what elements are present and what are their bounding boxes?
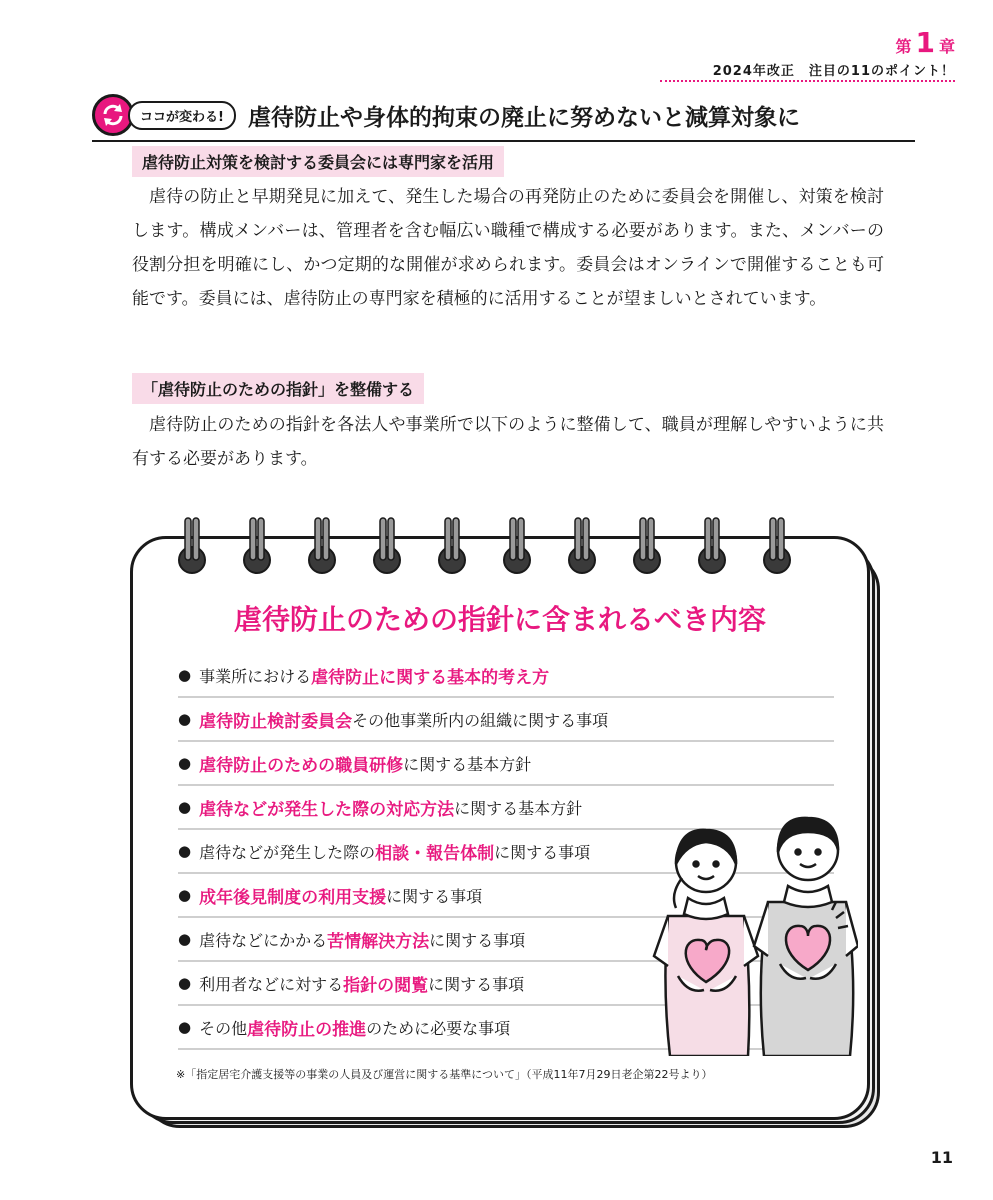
chapter-suffix: 章 [938,37,955,56]
guideline-item [178,742,834,786]
guideline-item-after: に関する事項 [494,842,591,862]
binding-ring [374,518,400,573]
binding-ring [439,518,465,573]
guideline-item-highlight: 相談・報告体制 [375,843,495,864]
binding-ring [764,518,790,573]
bullet-icon: ● [178,842,192,860]
guideline-item-highlight: 成年後見制度の利用支援 [199,887,387,908]
guideline-item-highlight: 虐待などが発生した際の対応方法 [199,799,455,820]
guideline-item-before: 虐待などにかかる [199,930,328,950]
page-number: 11 [930,1148,953,1167]
bullet-icon: ● [178,886,192,904]
bullet-icon: ● [178,798,192,816]
running-title-rule [660,80,955,82]
guideline-item-after: のために必要な事項 [366,1018,511,1038]
binding-ring [309,518,335,573]
guideline-item-before: その他 [199,1018,248,1038]
guideline-item-after: に関する事項 [386,886,483,906]
section-title: 虐待防止や身体的拘束の廃止に努めないと減算対象に [247,104,800,131]
care-workers-illustration [648,806,858,1056]
chapter-label [895,26,955,59]
guideline-item-after: に関する基本方針 [454,798,583,818]
guideline-item [178,654,834,698]
guideline-item-highlight: 虐待防止のための職員研修 [199,755,404,776]
chapter-number: 1 [915,26,935,59]
notebook-title: 虐待防止のための指針に含まれるべき内容 [233,603,766,636]
binding-ring [504,518,530,573]
binding-ring [179,518,205,573]
binding-ring [634,518,660,573]
guideline-item-highlight: 苦情解決方法 [327,931,430,952]
subheading-committee: 虐待防止対策を検討する委員会には専門家を活用 [132,146,504,177]
paragraph-committee: 虐待の防止と早期発見に加えて、発生した場合の再発防止のために委員会を開催し、対策を検討します。構成メンバーは、管理者を含む幅広い職種で構成する必要があります。また、メンバーの役割分担を明確にし、かつ定期的な開催が求められます。委員会はオンラインで開催することも可能です。委員には、虐待防止の専門家を積極的に活用することが望ましいとされています。 [132,187,884,309]
guideline-item-highlight: 虐待防止に関する基本的考え方 [311,667,550,688]
spiral-binding [130,516,870,576]
change-badge: ココが変わる! [128,101,236,130]
section-title-rule [92,140,915,142]
subheading-guidelines: 「虐待防止のための指針」を整備する [132,373,424,404]
bullet-icon: ● [178,1018,192,1036]
guideline-item-after: に関する事項 [428,974,525,994]
guideline-item-highlight: 虐待防止の推進 [247,1019,367,1040]
bullet-icon: ● [178,930,192,948]
guideline-item-after: に関する基本方針 [403,754,532,774]
guideline-item-highlight: 指針の閲覧 [343,975,429,996]
section-heading [92,92,912,138]
guideline-item-highlight: 虐待防止検討委員会 [199,711,353,732]
guideline-item [178,698,834,742]
running-title: 2024年改正 注目の11のポイント！ [712,64,955,79]
footnote: ※「指定居宅介護支援等の事業の人員及び運営に関する基準について」（平成11年7月29日老企第22号より） [176,1068,713,1081]
guideline-item-after: に関する事項 [429,930,526,950]
paragraph-guidelines: 虐待防止のための指針を各法人や事業所で以下のように整備して、職員が理解しやすいように共有する必要があります。 [132,415,884,469]
binding-ring [244,518,270,573]
chapter-prefix: 第 [895,37,912,56]
notebook-panel [130,536,870,1120]
bullet-icon: ● [178,666,192,684]
bullet-icon: ● [178,710,192,728]
guideline-item-before: 虐待などが発生した際の [199,842,376,862]
bullet-icon: ● [178,974,192,992]
guideline-item-before: 利用者などに対する [199,974,344,994]
binding-ring [699,518,725,573]
guideline-item-before: 事業所における [199,666,312,686]
bullet-icon: ● [178,754,192,772]
guideline-item-after: その他事業所内の組織に関する事項 [352,710,609,730]
binding-ring [569,518,595,573]
